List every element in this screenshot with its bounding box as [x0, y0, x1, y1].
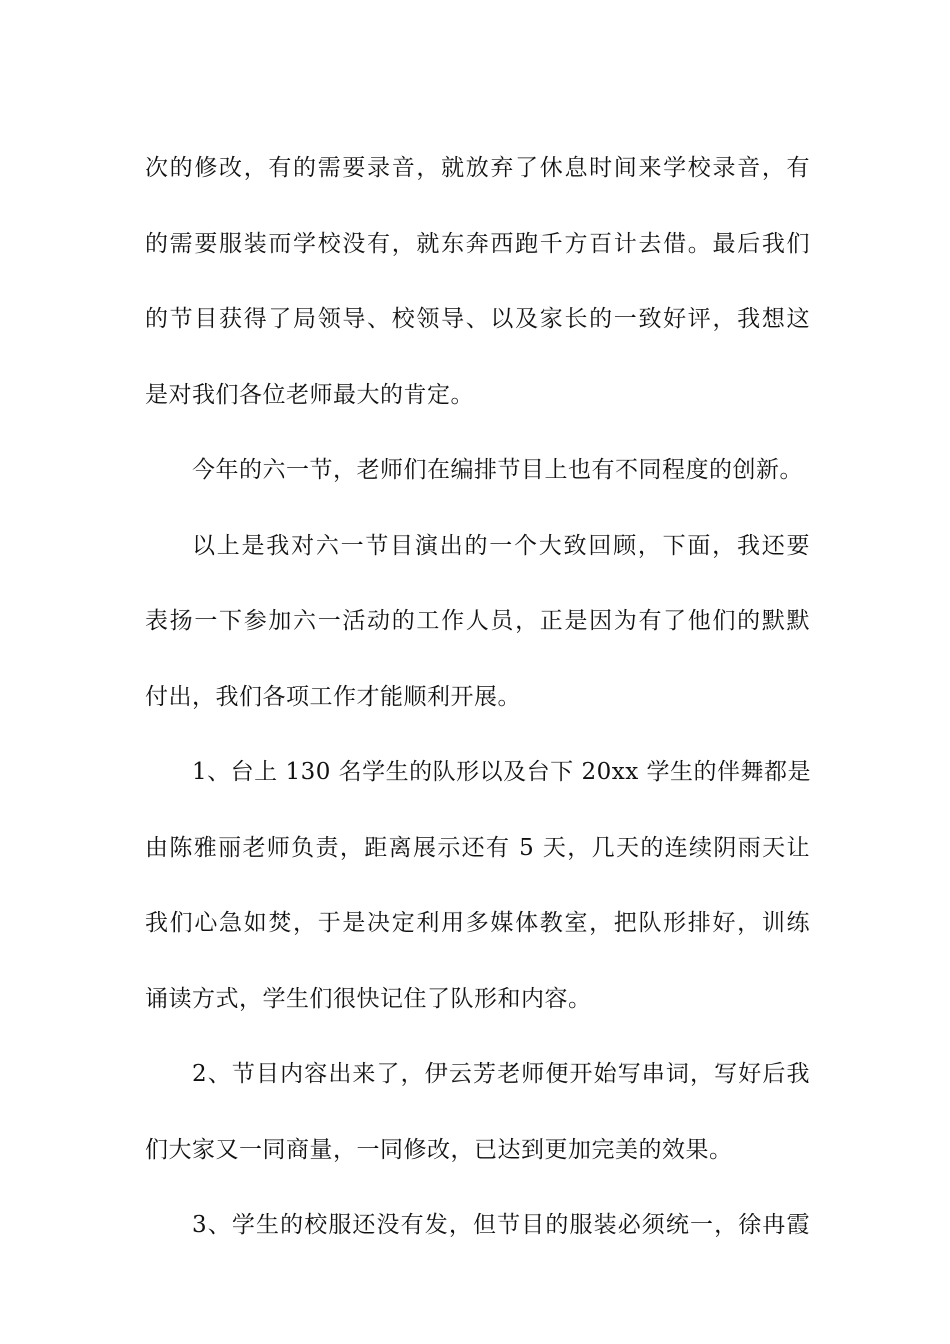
text-line: 3、学生的校服还没有发，但节目的服装必须统一，徐冉霞	[192, 1212, 810, 1238]
text-line: 表扬一下参加六一活动的工作人员，正是因为有了他们的默默	[145, 608, 810, 634]
text-line: 我们心急如焚，于是决定利用多媒体教室，把队形排好，训练	[145, 910, 810, 936]
text-line: 由陈雅丽老师负责，距离展示还有 5 天，几天的连续阴雨天让	[145, 834, 810, 861]
paragraph-2	[145, 433, 810, 509]
text-line: 们大家又一同商量，一同修改，已达到更加完美的效果。	[145, 1136, 733, 1163]
paragraph-4	[145, 735, 810, 1037]
text-line: 今年的六一节，老师们在编排节目上也有不同程度的创新。	[192, 457, 803, 483]
text-line: 的需要服装而学校没有，就东奔西跑千方百计去借。最后我们	[145, 230, 810, 257]
text-line: 以上是我对六一节目演出的一个大致回顾，下面，我还要	[192, 532, 810, 559]
text-line: 的节目获得了局领导、校领导、以及家长的一致好评，我想这	[145, 306, 810, 332]
text-line: 2、节目内容出来了，伊云芳老师便开始写串词，写好后我	[192, 1061, 810, 1087]
paragraph-5	[145, 1037, 810, 1188]
text-line: 诵读方式，学生们很快记住了队形和内容。	[145, 985, 592, 1012]
text-line: 是对我们各位老师最大的肯定。	[145, 381, 474, 408]
text-line: 次的修改，有的需要录音，就放弃了休息时间来学校录音，有	[145, 155, 810, 181]
paragraph-1	[145, 131, 810, 433]
text-line: 1、台上 130 名学生的队形以及台下 20xx 学生的伴舞都是	[192, 759, 811, 785]
document-body	[145, 131, 810, 1264]
text-line: 付出，我们各项工作才能顺利开展。	[145, 683, 521, 710]
paragraph-6	[145, 1188, 810, 1264]
paragraph-3	[145, 509, 810, 736]
